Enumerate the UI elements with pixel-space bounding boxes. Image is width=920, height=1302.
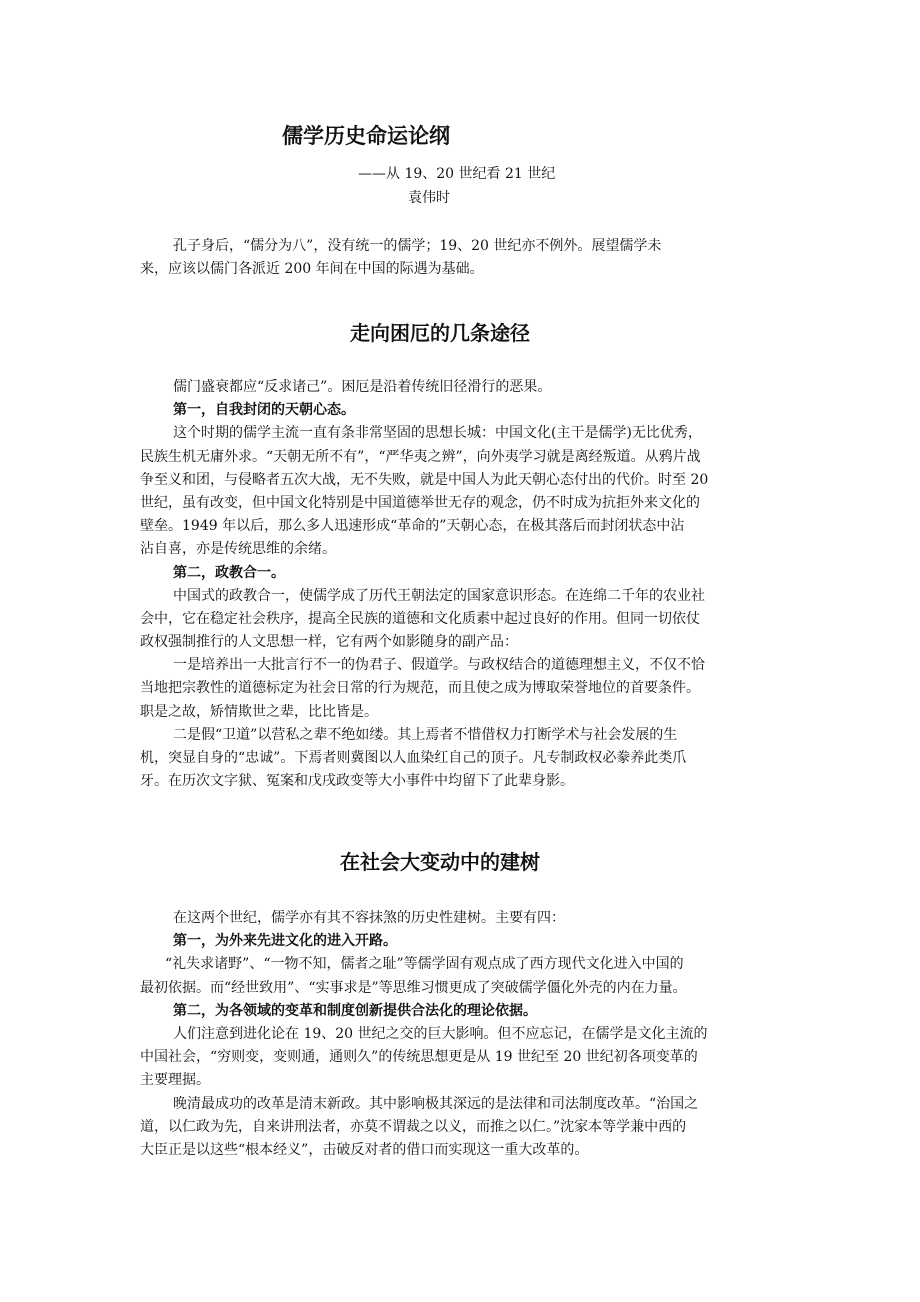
section2-body [140, 907, 790, 1162]
intro-line: 孔子身后，“儒分为八”，没有统一的儒学；19、20 世纪亦不例外。展望儒学未 [173, 238, 662, 254]
subheading-line: 第一，自我封闭的天朝心态。 [173, 402, 355, 419]
paragraph-line: 职是之故，矫情欺世之辈，比比皆是。 [140, 703, 378, 720]
paragraph-line: 沾自喜，亦是传统思维的余绪。 [140, 541, 336, 558]
paragraph-line: 主要理据。 [140, 1072, 210, 1089]
intro-line: 来，应该以儒门各派近 200 年间在中国的际遇为基础。 [140, 261, 484, 278]
paragraph-line: 大臣正是以这些“根本经义”，击破反对者的借口而实现这一重大改革的。 [140, 1141, 589, 1158]
paragraph-line: 这个时期的儒学主流一直有条非常坚固的思想长城：中国文化(主干是儒学)无比优秀， [173, 425, 702, 442]
paragraph-line: 会中，它在稳定社会秩序，提高全民族的道德和文化质素中起过良好的作用。但同一切依仗 [140, 610, 700, 627]
paragraph-line: 二是假“卫道”以营私之辈不绝如缕。其上焉者不惜借权力打断学术与社会发展的生 [173, 726, 678, 743]
paragraph-line: 世纪，虽有改变，但中国文化特别是中国道德举世无存的观念，仍不时成为抗拒外来文化的 [140, 494, 700, 511]
paragraph-line: 当地把宗教性的道德标定为社会日常的行为规范，而且使之成为博取荣誉地位的首要条件。 [140, 680, 700, 697]
section1-heading: 走向困厄的几条途径 [350, 321, 530, 345]
paragraph-line: 最初依据。而“经世致用”、“实事求是”等思维习惯更成了突破儒学僵化外壳的内在力量。 [140, 979, 687, 996]
paragraph-line: 牙。在历次文字狱、冤案和戊戌政变等大小事件中均留下了此辈身影。 [140, 773, 574, 790]
subheading-line: 第一，为外来先进文化的进入开路。 [173, 933, 397, 950]
paragraph-line: 一是培养出一大批言行不一的伪君子、假道学。与政权结合的道德理想主义，不仅不恰 [173, 657, 705, 674]
subheading-line: 第二，政教合一。 [173, 564, 285, 581]
intro-paragraph [140, 235, 790, 281]
paragraph-line: 壁垒。1949 年以后，那么多人迅速形成“革命的”天朝心态，在极其落后而封闭状态中沾 [140, 518, 685, 535]
paragraph-line: 政权强制推行的人文思想一样，它有两个如影随身的副产品： [140, 634, 518, 651]
paragraph-line: 晚清最成功的改革是清末新政。其中影响极其深远的是法律和司法制度改革。“治国之 [173, 1095, 699, 1112]
paragraph-line: “礼失求诸野”、“一物不知，儒者之耻”等儒学固有观点成了西方现代文化进入中国的 [165, 956, 684, 973]
paragraph-line: 儒门盛衰都应“反求诸己”。困厄是沿着传统旧径滑行的恶果。 [173, 379, 552, 395]
section1-body [140, 376, 790, 793]
document-title: 儒学历史命运论纲 [282, 124, 450, 148]
paragraph-line: 民族生机无庸外求。“天朝无所不有”，“严华夷之辨”，向外夷学习就是离经叛道。从鸦片战 [140, 448, 701, 465]
paragraph-line: 人们注意到进化论在 19、20 世纪之交的巨大影响。但不应忘记，在儒学是文化主流的 [173, 1025, 708, 1042]
paragraph-line: 在这两个世纪，儒学亦有其不容抹煞的历史性建树。主要有四： [173, 910, 565, 926]
paragraph-line: 中国式的政教合一，使儒学成了历代王朝法定的国家意识形态。在连绵二千年的农业社 [173, 587, 705, 604]
document-author: 袁伟时 [408, 190, 450, 206]
paragraph-line: 道，以仁政为先，自来讲刑法者，亦莫不谓裁之以义，而推之以仁。”沈家本等学兼中西的 [140, 1118, 687, 1135]
subheading-line: 第二，为各领域的变革和制度创新提供合法化的理论依据。 [173, 1002, 537, 1019]
paragraph-line: 中国社会，“穷则变，变则通，通则久”的传统思想更是从 19 世纪至 20 世纪初各项变革的 [140, 1049, 698, 1066]
document-subtitle: ——从 19、20 世纪看 21 世纪 [358, 166, 556, 182]
paragraph-line: 机，突显自身的“忠诚”。下焉者则冀图以人血染红自己的顶子。凡专制政权必豢养此类爪 [140, 750, 687, 766]
section2-heading: 在社会大变动中的建树 [340, 850, 540, 874]
paragraph-line: 争至义和团，与侵略者五次大战，无不失败，就是中国人为此天朝心态付出的代价。时至 20 [140, 471, 709, 488]
